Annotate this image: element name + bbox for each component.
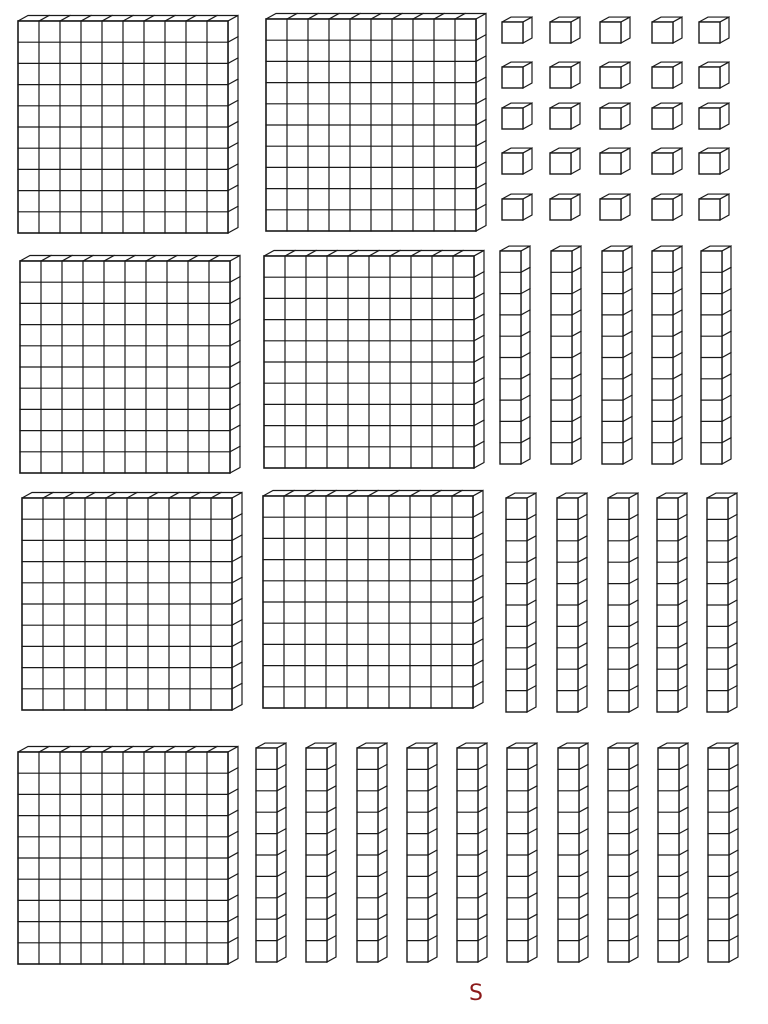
ten-rod <box>608 743 638 962</box>
ten-rod <box>457 743 487 962</box>
one-unit <box>699 103 729 129</box>
one-unit <box>652 17 682 43</box>
hundred-flat <box>18 747 238 965</box>
one-unit <box>600 148 630 174</box>
one-unit <box>600 62 630 88</box>
hundred-flat <box>266 14 486 232</box>
hundred-flat <box>263 491 483 709</box>
one-unit <box>550 148 580 174</box>
ten-rod <box>652 246 682 464</box>
one-unit <box>550 103 580 129</box>
one-unit <box>652 62 682 88</box>
one-unit <box>502 17 532 43</box>
hundred-flat <box>264 251 484 469</box>
one-unit <box>600 103 630 129</box>
figure-label: S <box>469 981 483 1006</box>
ten-rod <box>357 743 387 962</box>
one-unit <box>699 194 729 220</box>
ten-rod <box>306 743 336 962</box>
ten-rod <box>256 743 286 962</box>
ten-rod <box>557 493 587 712</box>
ten-rod <box>701 246 731 464</box>
one-unit <box>502 194 532 220</box>
one-unit <box>550 194 580 220</box>
ten-rod <box>507 743 537 962</box>
ten-rod <box>657 493 687 712</box>
ten-rod <box>500 246 530 464</box>
hundred-flat <box>20 256 240 474</box>
hundred-flat <box>22 493 242 711</box>
one-unit <box>600 194 630 220</box>
ten-rod <box>658 743 688 962</box>
ten-rod <box>608 493 638 712</box>
one-unit <box>550 62 580 88</box>
one-unit <box>652 103 682 129</box>
hundred-flat <box>18 16 238 234</box>
ten-rod <box>506 493 536 712</box>
ten-rod <box>708 743 738 962</box>
one-unit <box>652 148 682 174</box>
one-unit <box>502 103 532 129</box>
one-unit <box>699 17 729 43</box>
one-unit <box>699 62 729 88</box>
one-unit <box>652 194 682 220</box>
ten-rod <box>707 493 737 712</box>
one-unit <box>502 62 532 88</box>
one-unit <box>550 17 580 43</box>
ten-rod <box>551 246 581 464</box>
one-unit <box>699 148 729 174</box>
ten-rod <box>602 246 632 464</box>
one-unit <box>502 148 532 174</box>
ten-rod <box>407 743 437 962</box>
ten-rod <box>558 743 588 962</box>
one-unit <box>600 17 630 43</box>
